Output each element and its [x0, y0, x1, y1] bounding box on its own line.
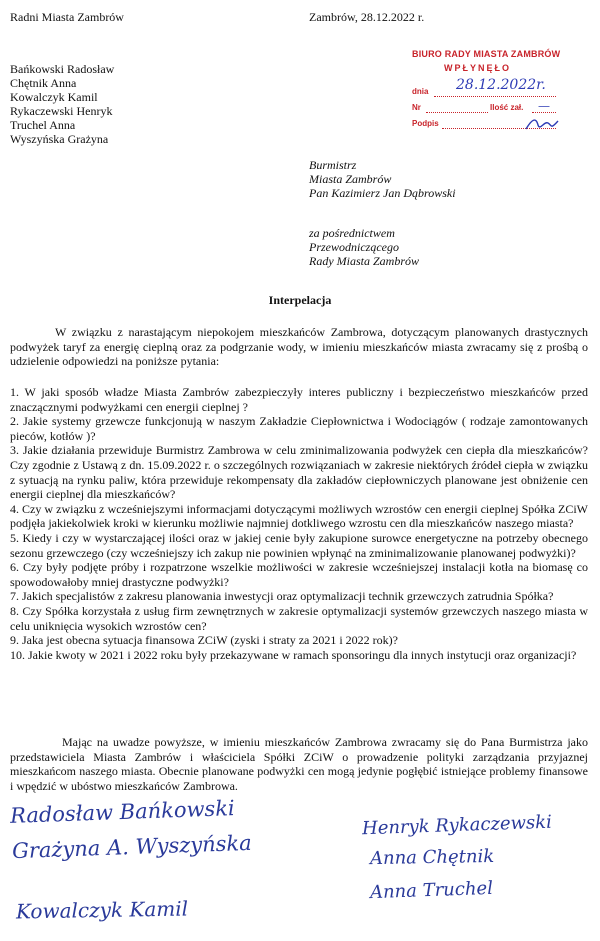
signature: Henryk Rykaczewski — [361, 811, 553, 840]
place-date: Zambrów, 28.12.2022 r. — [309, 10, 425, 24]
via-line: Przewodniczącego — [309, 240, 399, 254]
sender-line: Radni Miasta Zambrów — [10, 10, 124, 24]
signature: Anna Chętnik — [369, 845, 495, 870]
stamp-nr-label: Nr — [412, 103, 421, 112]
question-item: 1. W jaki sposób władze Miasta Zambrów zabezpieczyły interes publiczny i bezpieczeństwo mieszkańców przed znaczącznymi podwyżkami cen energii cieplnej ? — [10, 385, 588, 414]
registry-stamp — [398, 43, 578, 137]
councillor-name: Rykaczewski Henryk — [10, 104, 113, 118]
councillor-name: Kowalczyk Kamil — [10, 90, 98, 104]
stamp-initials-mark — [524, 115, 560, 133]
question-item: 2. Jakie systemy grzewcze funkcjonują w naszym Zakładzie Ciepłownictwa i Wodociągów ( rodzaje zamontowanych pieców, kotłów )? — [10, 414, 588, 443]
councillor-name: Chętnik Anna — [10, 76, 77, 90]
question-item: 10. Jakie kwoty w 2021 i 2022 roku były przekazywane w ramach sponsoringu dla innych instytucji oraz organizacji? — [10, 647, 577, 662]
question-item: 3. Jakie działania przewiduje Burmistrz Zambrowa w celu zminimalizowania podwyżek cen ciepła dla mieszkańców? Czy zgodnie z Ustawą z dn. 15.09.2022 r. o szczególnych rozwiązaniach w zakresie niektórych źródeł ciepła w związku z sytuacją na rynku paliw, która przewiduje rekompensaty dla zakładów ciepłowniczych planowane jest obniżenie cen energii cieplnej dla mieszkańców? — [10, 443, 588, 502]
intro-paragraph: W związku z narastającym niepokojem mieszkańców Zambrowa, dotyczącym planowanych drastycznych podwyżek taryf za energię cieplną oraz za podgrzanie wody, w imieniu mieszkańców miasta zwracamy się z prośbą o udzielenie odpowiedzi na poniższe pytania: — [10, 325, 588, 369]
question-item: 6. Czy były podjęte próby i rozpatrzone wszelkie możliwości w zakresie wcześniejszej instalacji kotła na biomasę co spowodowałoby mniej drastyczne podwyżki? — [10, 560, 588, 589]
councillor-name: Bańkowski Radosław — [10, 62, 115, 76]
recipient-block — [309, 158, 456, 200]
stamp-signature-label: Podpis — [412, 119, 439, 128]
question-item: 5. Kiedy i czy w wystarczającej ilości oraz w jakiej cenie były zakupione surowce energetyczne na potrzeby obecnego sezonu grzewczego (czy wcześniejszy ich zakup nie powinien wpłynąć na zminimalizowanie planowanej podwyżki)? — [10, 530, 588, 560]
question-item: 8. Czy Spółka korzystała z usług firm zewnętrznych w zakresie optymalizacji systemów grzewczych naszego miasta w celu uniknięcia wysokich wzrostów cen? — [10, 603, 588, 633]
councillor-name: Wyszyńska Grażyna — [10, 132, 109, 146]
question-item: 7. Jakich specjalistów z zakresu planowania inwestycji oraz optymalizacji technik grzewczych zatrudnia Spółka? — [10, 589, 554, 604]
question-item: 4. Czy w związku z wcześniejszymi informacjami dotyczącymi możliwych wzrostów cen energii cieplnej Spółka ZCiW podjęła jakiekolwiek kroki w kierunku możliwie najmniej dotkliwego wzrostu cen dla mieszkańców naszego miasta? — [10, 501, 588, 531]
stamp-count-label: Ilość zał. — [490, 103, 524, 112]
signature: Radosław Bańkowski — [9, 796, 236, 828]
stamp-count-handwritten: — — [538, 99, 550, 113]
signature: Kowalczyk Kamil — [15, 896, 189, 924]
via-block — [309, 226, 419, 268]
recipient-title: Burmistrz — [309, 158, 357, 172]
question-item: 9. Jaka jest obecna sytuacja finansowa ZCiW (zyski i straty za 2021 i 2022 rok)? — [10, 633, 399, 648]
recipient-name: Pan Kazimierz Jan Dąbrowski — [309, 186, 456, 200]
stamp-date-handwritten: 28.12.2022r. — [456, 77, 546, 93]
signature: Anna Truchel — [369, 877, 494, 904]
document-title: Interpelacja — [268, 293, 332, 307]
recipient-office: Miasta Zambrów — [309, 172, 392, 186]
stamp-received: WPŁYNĘŁO — [444, 63, 511, 73]
stamp-date-label: dnia — [412, 87, 429, 96]
closing-paragraph: Mając na uwadze powyższe, w imieniu mieszkańców Zambrowa zwracamy się do Pana Burmistrza jako przedstawiciela Miasta Zambrów i właściciela Spółki ZCiW o prowadzenie polityki zarządzania przyjaznej mieszkańcom naszego miasta. Obecnie planowane podwyżki cen mogą jedynie pogłębić istniejące problemy finansowe i wpędzić w ubóstwo mieszkańców Zambrowa. — [10, 735, 588, 793]
signature: Grażyna A. Wyszyńska — [11, 830, 253, 864]
question-list — [10, 385, 588, 662]
councillor-list — [10, 62, 114, 146]
stamp-office: BIURO RADY MIASTA ZAMBRÓW — [412, 49, 561, 59]
via-line: Rady Miasta Zambrów — [309, 254, 420, 268]
via-line: za pośrednictwem — [309, 226, 395, 240]
councillor-name: Truchel Anna — [10, 118, 76, 132]
